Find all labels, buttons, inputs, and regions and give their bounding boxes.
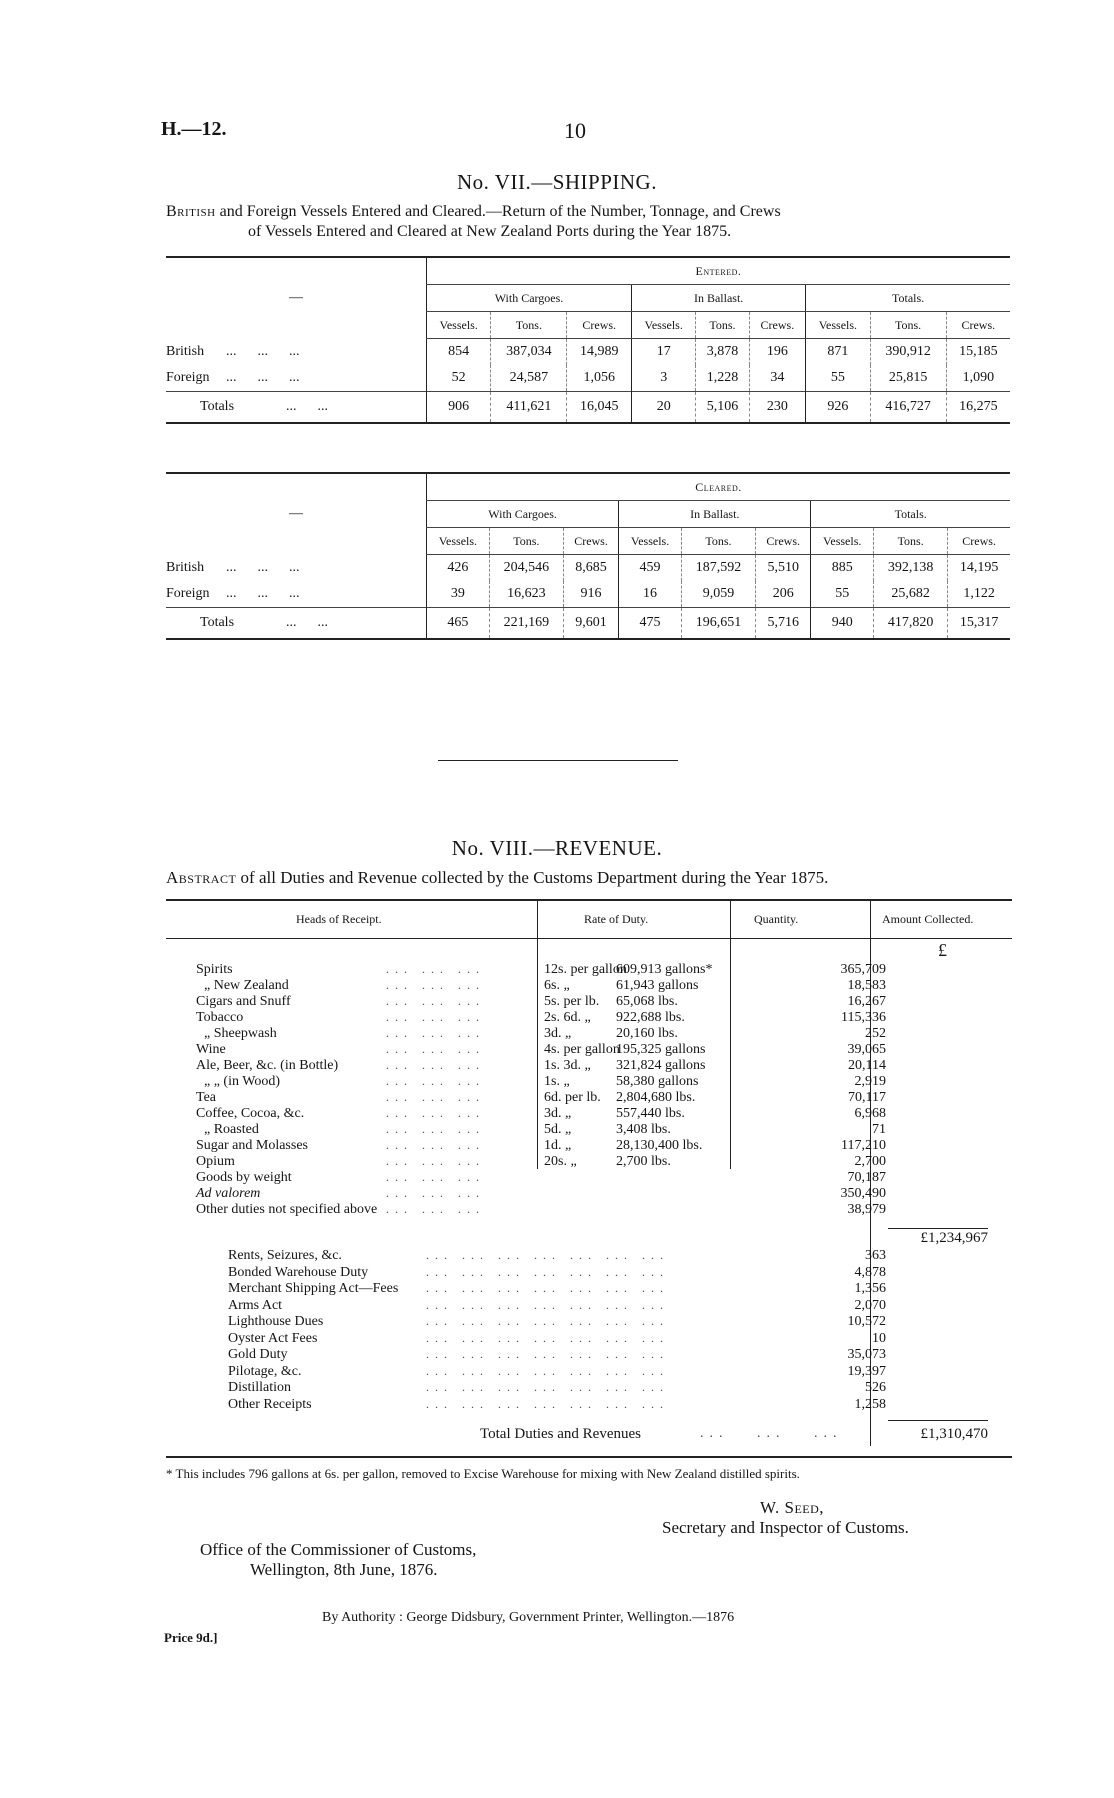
cell-value: 16,275 bbox=[946, 392, 1010, 424]
receipt-dots: ... ... ... ... ... ... ... bbox=[426, 1264, 669, 1279]
revenue-header bbox=[166, 906, 1012, 932]
duty-row bbox=[166, 1042, 1012, 1058]
duty-amount: 350,490 bbox=[840, 1186, 886, 1201]
header-amount-collected: Amount Collected. bbox=[882, 912, 974, 926]
receipt-amount: 10 bbox=[872, 1330, 886, 1346]
col-tons: Tons. bbox=[681, 528, 755, 555]
cell-value: 8,685 bbox=[563, 555, 618, 582]
cell-value: 906 bbox=[427, 392, 491, 424]
duty-rate: 6s. „ bbox=[544, 978, 570, 993]
entered-row-british bbox=[166, 339, 1010, 366]
duty-dots: ... ... ... bbox=[386, 962, 485, 976]
duty-dots: ... ... ... bbox=[386, 1058, 485, 1072]
duty-row bbox=[166, 1010, 1012, 1026]
duty-dots: ... ... ... bbox=[386, 1154, 485, 1168]
duty-head: Wine bbox=[196, 1042, 226, 1057]
duty-row bbox=[166, 994, 1012, 1010]
row-dots: ... ... bbox=[286, 399, 328, 414]
receipt-amount: 1,258 bbox=[854, 1396, 886, 1412]
revenue-bottom-rule bbox=[166, 1456, 1012, 1458]
receipt-head: Other Receipts bbox=[228, 1396, 312, 1412]
duty-amount: 252 bbox=[865, 1026, 886, 1041]
cell-value: 14,195 bbox=[948, 555, 1010, 582]
duty-amount: 38,979 bbox=[847, 1202, 886, 1217]
duty-quantity: 609,913 gallons* bbox=[616, 962, 713, 977]
shipping-caption-lead: British bbox=[166, 203, 216, 220]
entered-stub-dash: — bbox=[166, 257, 427, 339]
cell-value: 196 bbox=[749, 339, 806, 366]
receipt-dots: ... ... ... ... ... ... ... bbox=[426, 1330, 669, 1345]
duty-dots: ... ... ... bbox=[386, 1090, 485, 1104]
cleared-stub-dash: — bbox=[166, 473, 427, 555]
cell-value: 39 bbox=[427, 581, 490, 608]
cleared-row-totals bbox=[166, 608, 1010, 640]
col-crews: Crews. bbox=[749, 312, 806, 339]
cell-value: 20 bbox=[632, 392, 696, 424]
other-receipt-row bbox=[166, 1265, 1012, 1282]
cell-value: 1,228 bbox=[696, 365, 749, 392]
cell-value: 426 bbox=[427, 555, 490, 582]
duty-head: Ad valorem bbox=[196, 1186, 261, 1201]
cell-value: 5,106 bbox=[696, 392, 749, 424]
col-group-in-ballast: In Ballast. bbox=[619, 501, 811, 528]
cell-value: 206 bbox=[756, 581, 811, 608]
duty-row bbox=[166, 1154, 1012, 1170]
duty-rate: 20s. „ bbox=[544, 1154, 577, 1169]
receipt-head: Arms Act bbox=[228, 1297, 283, 1313]
col-vessels: Vessels. bbox=[427, 528, 490, 555]
duty-dots: ... ... ... bbox=[386, 1202, 485, 1216]
other-receipt-row bbox=[166, 1364, 1012, 1381]
receipt-head: Bonded Warehouse Duty bbox=[228, 1264, 369, 1280]
row-dots: ... ... bbox=[286, 615, 328, 630]
duty-row bbox=[166, 1122, 1012, 1138]
cell-value: 916 bbox=[563, 581, 618, 608]
cell-value: 16,045 bbox=[567, 392, 632, 424]
duty-row bbox=[166, 1106, 1012, 1122]
duty-amount: 20,114 bbox=[848, 1058, 886, 1073]
duty-dots: ... ... ... bbox=[386, 1122, 485, 1136]
other-receipts-list bbox=[166, 1248, 1012, 1413]
footnote: * This includes 796 gallons at 6s. per gallon, removed to Excise Warehouse for mixing with New Zealand distilled spirits. bbox=[166, 1466, 800, 1481]
duty-amount: 2,919 bbox=[854, 1074, 886, 1089]
cell-value: 5,510 bbox=[756, 555, 811, 582]
duty-head: Other duties not specified above bbox=[196, 1202, 378, 1217]
signatory-name: W. Seed, bbox=[760, 1498, 825, 1517]
cleared-row-foreign bbox=[166, 581, 1010, 608]
duties-subtotal: £1,234,967 bbox=[920, 1230, 988, 1246]
entered-heading: Entered. bbox=[427, 257, 1011, 285]
col-tons: Tons. bbox=[870, 312, 946, 339]
cell-value: 390,912 bbox=[870, 339, 946, 366]
cell-value: 465 bbox=[427, 608, 490, 640]
col-crews: Crews. bbox=[567, 312, 632, 339]
cell-value: 926 bbox=[806, 392, 870, 424]
duty-quantity: 58,380 gallons bbox=[616, 1074, 699, 1089]
duty-dots: ... ... ... bbox=[386, 994, 485, 1008]
receipt-dots: ... ... ... ... ... ... ... bbox=[426, 1297, 669, 1312]
duty-dots: ... ... ... bbox=[386, 1186, 485, 1200]
revenue-header-rule bbox=[166, 938, 1012, 939]
col-group-totals: Totals. bbox=[806, 285, 1010, 312]
other-receipt-row bbox=[166, 1281, 1012, 1298]
receipt-head: Lighthouse Dues bbox=[228, 1314, 324, 1329]
cell-value: 475 bbox=[619, 608, 682, 640]
section-divider bbox=[438, 760, 678, 761]
duty-head: „ New Zealand bbox=[204, 978, 289, 993]
row-name: British bbox=[166, 343, 205, 359]
cell-value: 3,878 bbox=[696, 339, 749, 366]
duty-row bbox=[166, 978, 1012, 994]
row-dots: ... ... ... bbox=[226, 586, 300, 601]
col-crews: Crews. bbox=[756, 528, 811, 555]
row-label bbox=[166, 392, 427, 424]
duty-row bbox=[166, 1170, 1012, 1186]
duty-rate: 5s. per lb. bbox=[544, 994, 600, 1009]
duty-head: Goods by weight bbox=[196, 1170, 292, 1185]
receipt-amount: 35,073 bbox=[847, 1347, 886, 1362]
row-name: Foreign bbox=[166, 370, 210, 385]
col-vessels: Vessels. bbox=[427, 312, 491, 339]
col-tons: Tons. bbox=[489, 528, 563, 555]
printer-authority: By Authority : George Didsbury, Government Printer, Wellington.—1876 bbox=[322, 1610, 735, 1625]
duty-quantity: 28,130,400 lbs. bbox=[616, 1138, 703, 1153]
cell-value: 25,815 bbox=[870, 365, 946, 392]
cell-value: 459 bbox=[619, 555, 682, 582]
col-tons: Tons. bbox=[696, 312, 749, 339]
cleared-row-british bbox=[166, 555, 1010, 582]
document-reference: H.—12. bbox=[161, 118, 227, 140]
row-dots: ... ... ... bbox=[226, 559, 300, 575]
duty-amount: 39,065 bbox=[847, 1042, 886, 1057]
row-label bbox=[166, 555, 427, 582]
cell-value: 204,546 bbox=[489, 555, 563, 582]
shipping-caption-rest: and Foreign Vessels Entered and Cleared.—Return of the Number, Tonnage, and Crews bbox=[215, 203, 781, 220]
duty-head: „ Sheepwash bbox=[204, 1026, 277, 1041]
total-label: Total Duties and Revenues bbox=[480, 1426, 641, 1442]
duty-rate: 12s. per gallon bbox=[544, 962, 627, 977]
cell-value: 17 bbox=[632, 339, 696, 366]
col-crews: Crews. bbox=[946, 312, 1010, 339]
duty-head: Ale, Beer, &c. (in Bottle) bbox=[196, 1058, 339, 1073]
duty-head: Coffee, Cocoa, &c. bbox=[196, 1106, 305, 1121]
other-receipt-row bbox=[166, 1397, 1012, 1414]
duty-quantity: 321,824 gallons bbox=[616, 1058, 706, 1073]
row-label bbox=[166, 581, 427, 608]
receipt-head: Rents, Seizures, &c. bbox=[228, 1248, 342, 1263]
duty-dots: ... ... ... bbox=[386, 1010, 485, 1024]
duty-dots: ... ... ... bbox=[386, 978, 485, 992]
row-label bbox=[166, 365, 427, 392]
row-name: Totals bbox=[200, 615, 235, 630]
cell-value: 854 bbox=[427, 339, 491, 366]
other-receipt-row bbox=[166, 1298, 1012, 1315]
duty-dots: ... ... ... bbox=[386, 1074, 485, 1088]
duty-quantity: 61,943 gallons bbox=[616, 978, 699, 993]
duty-row bbox=[166, 1026, 1012, 1042]
shipping-title: No. VII.—SHIPPING. bbox=[457, 170, 657, 194]
row-name: Totals bbox=[200, 399, 235, 414]
revenue-top-rule bbox=[166, 899, 1012, 901]
cell-value: 16 bbox=[619, 581, 682, 608]
other-receipt-row bbox=[166, 1314, 1012, 1331]
duty-rate: 5d. „ bbox=[544, 1122, 572, 1137]
entered-row-totals bbox=[166, 392, 1010, 424]
receipt-amount: 363 bbox=[865, 1248, 886, 1263]
duty-row bbox=[166, 1058, 1012, 1074]
receipt-amount: 526 bbox=[865, 1380, 886, 1395]
duty-amount: 115,336 bbox=[841, 1010, 886, 1025]
duty-quantity: 922,688 lbs. bbox=[616, 1010, 685, 1025]
receipt-dots: ... ... ... ... ... ... ... bbox=[426, 1281, 669, 1295]
duty-amount: 18,583 bbox=[847, 978, 886, 993]
receipt-amount: 4,878 bbox=[854, 1264, 886, 1280]
entered-table bbox=[166, 256, 1010, 424]
other-receipt-row bbox=[166, 1347, 1012, 1364]
duty-row bbox=[166, 962, 1012, 978]
duty-amount: 365,709 bbox=[840, 962, 886, 977]
total-dots: ... ... ... bbox=[700, 1426, 843, 1441]
row-dots: ... ... ... bbox=[226, 370, 300, 385]
cell-value: 1,090 bbox=[946, 365, 1010, 392]
duty-row bbox=[166, 1090, 1012, 1106]
duty-amount: 71 bbox=[872, 1122, 886, 1137]
col-group-in-ballast: In Ballast. bbox=[632, 285, 806, 312]
col-group-with-cargoes: With Cargoes. bbox=[427, 501, 619, 528]
duty-head: Tea bbox=[196, 1090, 217, 1105]
shipping-caption bbox=[166, 202, 1026, 221]
duty-head: Spirits bbox=[196, 962, 233, 977]
cell-value: 392,138 bbox=[874, 555, 948, 582]
revenue-caption-lead: Abstract bbox=[166, 868, 237, 887]
signatory-title: Secretary and Inspector of Customs. bbox=[662, 1518, 909, 1537]
duty-amount: 16,267 bbox=[847, 994, 886, 1009]
col-vessels: Vessels. bbox=[806, 312, 870, 339]
duty-rate: 1s. 3d. „ bbox=[544, 1058, 591, 1073]
price: Price 9d.] bbox=[164, 1630, 218, 1645]
receipt-amount: 19,397 bbox=[847, 1363, 886, 1379]
cell-value: 3 bbox=[632, 365, 696, 392]
duty-quantity: 195,325 gallons bbox=[616, 1042, 706, 1057]
receipt-dots: ... ... ... ... ... ... ... bbox=[426, 1347, 669, 1361]
cell-value: 16,623 bbox=[489, 581, 563, 608]
receipt-amount: 2,070 bbox=[854, 1297, 886, 1313]
col-group-with-cargoes: With Cargoes. bbox=[427, 285, 632, 312]
duty-dots: ... ... ... bbox=[386, 1106, 485, 1120]
duty-head: Opium bbox=[196, 1154, 235, 1169]
duty-dots: ... ... ... bbox=[386, 1042, 485, 1056]
cell-value: 5,716 bbox=[756, 608, 811, 640]
duty-quantity: 20,160 lbs. bbox=[616, 1026, 678, 1041]
duty-amount: 117,210 bbox=[841, 1138, 886, 1153]
cell-value: 416,727 bbox=[870, 392, 946, 424]
duty-row bbox=[166, 1074, 1012, 1090]
cell-value: 940 bbox=[811, 608, 874, 640]
receipt-head: Oyster Act Fees bbox=[228, 1330, 318, 1346]
receipt-dots: ... ... ... ... ... ... ... bbox=[426, 1396, 669, 1411]
cell-value: 417,820 bbox=[874, 608, 948, 640]
duty-rate: 3d. „ bbox=[544, 1026, 572, 1041]
duty-rate: 1d. „ bbox=[544, 1138, 572, 1153]
col-vessels: Vessels. bbox=[811, 528, 874, 555]
duty-row bbox=[166, 1186, 1012, 1202]
row-label bbox=[166, 608, 427, 640]
duty-amount: 70,187 bbox=[847, 1170, 886, 1185]
duty-head: Cigars and Snuff bbox=[196, 994, 291, 1009]
duty-dots: ... ... ... bbox=[386, 1138, 485, 1152]
currency-symbol: £ bbox=[938, 940, 947, 960]
cell-value: 221,169 bbox=[489, 608, 563, 640]
receipt-dots: ... ... ... ... ... ... ... bbox=[426, 1363, 669, 1378]
duty-quantity: 557,440 lbs. bbox=[616, 1106, 685, 1121]
duty-quantity: 3,408 lbs. bbox=[616, 1122, 671, 1137]
total-rule bbox=[888, 1420, 988, 1421]
duty-amount: 6,968 bbox=[854, 1106, 886, 1121]
duty-rate: 6d. per lb. bbox=[544, 1090, 601, 1105]
duty-rate: 3d. „ bbox=[544, 1106, 572, 1121]
cell-value: 9,601 bbox=[563, 608, 618, 640]
cell-value: 25,682 bbox=[874, 581, 948, 608]
cell-value: 387,034 bbox=[491, 339, 567, 366]
duties-list bbox=[166, 962, 1012, 1218]
page-number: 10 bbox=[564, 118, 586, 143]
office-line1: Office of the Commissioner of Customs, bbox=[200, 1540, 477, 1559]
cell-value: 55 bbox=[806, 365, 870, 392]
receipt-head: Merchant Shipping Act—Fees bbox=[228, 1281, 399, 1296]
receipt-head: Pilotage, &c. bbox=[228, 1363, 302, 1379]
other-receipt-row bbox=[166, 1248, 1012, 1265]
cell-value: 871 bbox=[806, 339, 870, 366]
cleared-table bbox=[166, 472, 1010, 640]
cell-value: 24,587 bbox=[491, 365, 567, 392]
row-name: Foreign bbox=[166, 586, 210, 601]
cell-value: 1,122 bbox=[948, 581, 1010, 608]
other-receipt-row bbox=[166, 1380, 1012, 1397]
duty-quantity: 65,068 lbs. bbox=[616, 994, 678, 1009]
duty-amount: 70,117 bbox=[848, 1090, 886, 1105]
receipt-dots: ... ... ... ... ... ... ... bbox=[426, 1380, 669, 1394]
duty-head: „ „ (in Wood) bbox=[204, 1074, 280, 1089]
duty-rate: 1s. „ bbox=[544, 1074, 570, 1089]
row-name: British bbox=[166, 559, 205, 575]
cell-value: 34 bbox=[749, 365, 806, 392]
cell-value: 15,185 bbox=[946, 339, 1010, 366]
cell-value: 187,592 bbox=[681, 555, 755, 582]
cell-value: 196,651 bbox=[681, 608, 755, 640]
entered-row-foreign bbox=[166, 365, 1010, 392]
cell-value: 9,059 bbox=[681, 581, 755, 608]
duty-quantity: 2,700 lbs. bbox=[616, 1154, 671, 1169]
duty-dots: ... ... ... bbox=[386, 1026, 485, 1040]
col-vessels: Vessels. bbox=[619, 528, 682, 555]
receipt-amount: 1,356 bbox=[854, 1281, 886, 1296]
receipt-head: Distillation bbox=[228, 1380, 291, 1395]
col-vessels: Vessels. bbox=[632, 312, 696, 339]
receipt-dots: ... ... ... ... ... ... ... bbox=[426, 1248, 669, 1262]
duty-dots: ... ... ... bbox=[386, 1170, 485, 1184]
office-line2: Wellington, 8th June, 1876. bbox=[250, 1560, 438, 1579]
revenue-caption bbox=[166, 868, 1026, 887]
duty-head: „ Roasted bbox=[204, 1122, 259, 1137]
row-dots: ... ... ... bbox=[226, 343, 300, 359]
header-quantity: Quantity. bbox=[754, 912, 799, 926]
row-label bbox=[166, 339, 427, 366]
cell-value: 885 bbox=[811, 555, 874, 582]
cell-value: 15,317 bbox=[948, 608, 1010, 640]
cell-value: 411,621 bbox=[491, 392, 567, 424]
receipt-dots: ... ... ... ... ... ... ... bbox=[426, 1314, 669, 1328]
duty-row bbox=[166, 1202, 1012, 1218]
col-crews: Crews. bbox=[563, 528, 618, 555]
receipt-amount: 10,572 bbox=[847, 1314, 886, 1329]
total-amount: £1,310,470 bbox=[920, 1426, 988, 1442]
col-group-totals: Totals. bbox=[811, 501, 1010, 528]
revenue-caption-rest: of all Duties and Revenue collected by the Customs Department during the Year 1875. bbox=[236, 868, 829, 887]
col-crews: Crews. bbox=[948, 528, 1010, 555]
cell-value: 1,056 bbox=[567, 365, 632, 392]
cell-value: 55 bbox=[811, 581, 874, 608]
duty-head: Sugar and Molasses bbox=[196, 1138, 308, 1153]
header-heads-of-receipt: Heads of Receipt. bbox=[296, 912, 382, 926]
duty-head: Tobacco bbox=[196, 1010, 244, 1025]
duty-quantity: 2,804,680 lbs. bbox=[616, 1090, 696, 1105]
cleared-heading: Cleared. bbox=[427, 473, 1011, 501]
duty-rate: 2s. 6d. „ bbox=[544, 1010, 591, 1025]
col-tons: Tons. bbox=[491, 312, 567, 339]
cell-value: 14,989 bbox=[567, 339, 632, 366]
duty-rate: 4s. per gallon bbox=[544, 1042, 620, 1057]
duty-amount: 2,700 bbox=[854, 1154, 886, 1169]
header-rate-of-duty: Rate of Duty. bbox=[584, 912, 649, 926]
cell-value: 230 bbox=[749, 392, 806, 424]
other-receipt-row bbox=[166, 1331, 1012, 1348]
revenue-title: No. VIII.—REVENUE. bbox=[451, 836, 663, 860]
col-tons: Tons. bbox=[874, 528, 948, 555]
shipping-caption-line2: of Vessels Entered and Cleared at New Zealand Ports during the Year 1875. bbox=[248, 223, 732, 240]
subtotal-rule bbox=[888, 1228, 988, 1229]
cell-value: 52 bbox=[427, 365, 491, 392]
receipt-head: Gold Duty bbox=[228, 1347, 288, 1362]
duty-row bbox=[166, 1138, 1012, 1154]
